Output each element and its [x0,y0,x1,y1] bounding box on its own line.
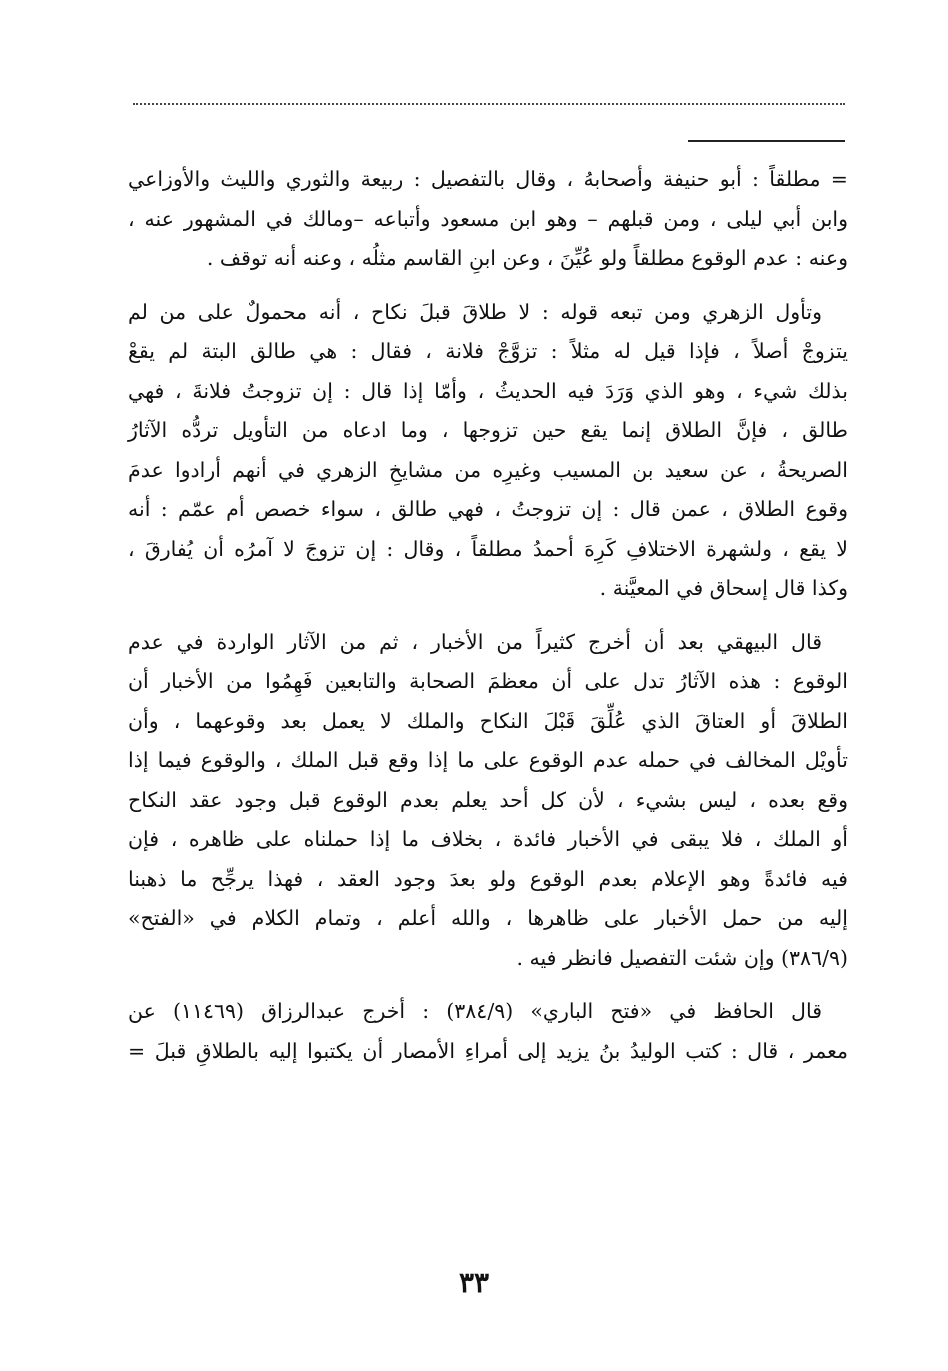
text-line: الوقوع : هذه الآثارُ تدل على أن معظمَ الصحابة والتابعين فَهِمُوا من الأخبار أن [128,669,848,693]
text-line: وابن أبي ليلى ، ومن قبلهم – وهو ابن مسعود وأتباعه –ومالك في المشهور عنه ، [128,206,848,231]
text-line: (٣٨٦/٩) وإن شئت التفصيل فانظر فيه . [516,945,848,970]
paragraph-4 [128,992,848,1071]
paragraph-1 [128,160,848,279]
paragraph-3 [128,623,848,979]
footnote-separator-rule [688,140,845,142]
text-line: يتزوجْ أصلاً ، فإذا قيل له مثلاً : تزوَّجْ فلانة ، فقال : هي طالق البتة لم يقعْ [128,339,848,363]
text-line: طالق ، فإنَّ الطلاق إنما يقع حين تزوجها ، وما ادعاه من التأويل تردُّه الآثارُ [128,418,848,442]
text-line: تأويْل المخالف في حمله عدم الوقوع على ما إذا وقع قبل الملك ، والوقوع فيما إذا [128,748,848,772]
paragraph-2 [128,293,848,609]
text-line: بذلك شيء ، وهو الذي وَرَدَ فيه الحديثُ ، وأمّا إذا قال : إن تزوجتُ فلانةَ ، فهي [128,378,848,403]
page-number: ٣٣ [458,1266,490,1299]
text-line: فيه فائدةً وهو الإعلام بعدم الوقوع ولو بعدَ وجود العقد ، فهذا يرجِّح ما ذهبنا [128,866,848,891]
text-line: وقوع الطلاق ، عمن قال : إن تزوجتُ ، فهي طالق ، سواء خصص أم عمّم : أنه [128,497,848,521]
text-line: وكذا قال إسحاق في المعيَّنة . [599,576,848,600]
text-line: قال الحافظ في «فتح الباري» (٣٨٤/٩) : أخرج عبدالرزاق (١١٤٦٩) عن [128,999,822,1023]
text-line: وتأول الزهري ومن تبعه قوله : لا طلاقَ قبلَ نكاح ، أنه محمولٌ على من لم [128,299,822,324]
text-line: إليه من حمل الأخبار على ظاهرها ، والله أعلم ، وتمام الكلام في «الفتح» [128,906,848,930]
text-line: وعنه : عدم الوقوع مطلقاً ولو عُيِّنَ ، وعن ابنِ القاسم مثلُه ، وعنه أنه توقف . [206,246,848,270]
text-line: لا يقع ، ولشهرة الاختلافِ كَرِهَ أحمدُ مطلقاً ، وقال : إن تزوجَ لا آمرُه أن يُفارقَ ، [128,536,848,561]
text-line: الصريحةُ ، عن سعيد بن المسيب وغيرِه من مشايخِ الزهري في أنهم أرادوا عدمَ [128,457,848,482]
text-line: أو الملك ، فلا يبقى في الأخبار فائدة ، بخلاف ما إذا حملناه على ظاهره ، فإن [128,827,848,851]
text-line: قال البيهقي بعد أن أخرج كثيراً من الأخبار ، ثم من الآثار الواردة في عدم [128,629,822,654]
text-line: الطلاقَ أو العتاقَ الذي عُلِّقَ قَبْلَ النكاح والملك لا يعمل بعد وقوعهما ، وأن [128,708,848,733]
footnote-body [128,160,848,1085]
header-dotted-rule [133,103,845,105]
text-line: = مطلقاً : أبو حنيفة وأصحابهُ ، وقال بالتفصيل : ربيعة والثوري والليث والأوزاعي [128,167,848,191]
text-line: معمر ، قال : كتب الوليدُ بنُ يزيد إلى أمراءِ الأمصار أن يكتبوا إليه بالطلاقِ قبلَ = [128,1038,848,1063]
text-line: وقع بعده ، ليس بشيء ، لأن كل أحد يعلم بعدم الوقوع قبل وجود عقد النكاح [128,787,848,812]
